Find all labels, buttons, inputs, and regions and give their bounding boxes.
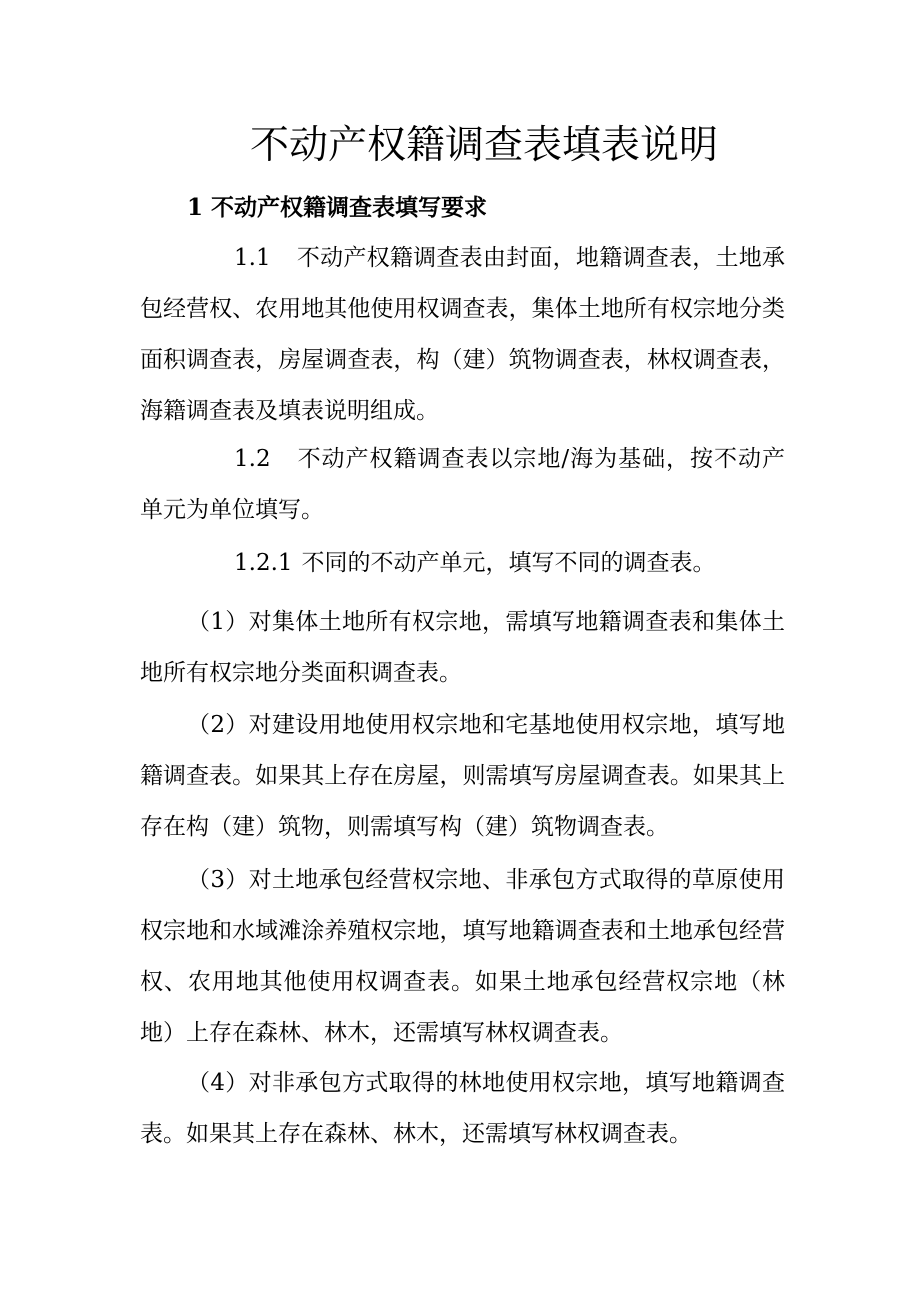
item-label: （2） xyxy=(187,712,249,738)
item-text: 对集体土地所有权宗地，需填写地籍调查表和集体土地所有权宗地分类面积调查表。 xyxy=(140,609,785,686)
paragraph-text: 不动产权籍调查表以宗地/海为基础，按不动产单元为单位填写。 xyxy=(140,446,785,523)
paragraph-1-2-1 xyxy=(140,538,785,589)
paragraph-text: 不动产权籍调查表由封面，地籍调查表，土地承包经营权、农用地其他使用权调查表，集体土地所有权宗地分类面积调查表，房屋调查表，构（建）筑物调查表，林权调查表，海籍调查表及填表说明组成。 xyxy=(140,245,785,424)
list-item-4 xyxy=(140,1058,785,1160)
list-item-1 xyxy=(140,597,785,699)
paragraph-1-2 xyxy=(140,434,785,536)
paragraph-number: 1.1 xyxy=(234,245,271,271)
item-text: 对土地承包经营权宗地、非承包方式取得的草原使用权宗地和水域滩涂养殖权宗地，填写地籍调查表和土地承包经营权、农用地其他使用权调查表。如果土地承包经营权宗地（林地）上存在森林、林木，还需填写林权调查表。 xyxy=(140,867,785,1046)
paragraph-number: 1.2.1 xyxy=(234,550,293,576)
paragraph-number: 1.2 xyxy=(234,446,271,472)
item-label: （1） xyxy=(187,609,249,635)
list-item-2 xyxy=(140,700,785,853)
item-text: 对建设用地使用权宗地和宅基地使用权宗地，填写地籍调查表。如果其上存在房屋，则需填写房屋调查表。如果其上存在构（建）筑物，则需填写构（建）筑物调查表。 xyxy=(140,712,785,840)
page-title: 不动产权籍调查表填表说明 xyxy=(249,123,718,168)
item-label: （3） xyxy=(187,867,249,893)
paragraph-1-1 xyxy=(140,233,785,437)
section-heading: 1 不动产权籍调查表填写要求 xyxy=(187,194,488,221)
item-text: 对非承包方式取得的林地使用权宗地，填写地籍调查表。如果其上存在森林、林木，还需填写林权调查表。 xyxy=(140,1070,785,1147)
list-item-3 xyxy=(140,855,785,1059)
paragraph-text: 不同的不动产单元，填写不同的调查表。 xyxy=(301,550,716,576)
item-label: （4） xyxy=(187,1070,249,1096)
